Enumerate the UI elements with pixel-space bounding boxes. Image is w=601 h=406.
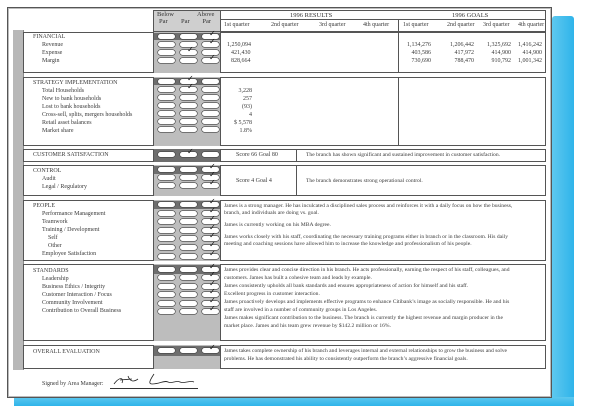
overall-title: OVERALL EVALUATION (33, 349, 100, 355)
rating-oval-standards-3-below-par[interactable] (158, 292, 175, 297)
signature-line (110, 388, 198, 389)
strategy-item-market-share: Market share (42, 128, 74, 134)
signature-image (110, 370, 200, 388)
checkmark-icon: ✓ (209, 53, 216, 62)
retail-asset-value: $ 5,578 (234, 120, 252, 126)
rating-oval-control-2-below-par[interactable] (158, 183, 175, 188)
financial-item-margin: Margin (42, 58, 60, 64)
page-shadow-bottom (14, 397, 574, 406)
margin-goal-q1: 730,690 (411, 58, 431, 64)
new-households-value: 257 (243, 96, 252, 102)
margin-goal-q3: 910,792 (491, 58, 511, 64)
checkmark-icon: ✓ (209, 37, 216, 46)
goals-title: 1996 GOALS (452, 12, 489, 19)
goals-q1-header: 1st quarter (403, 22, 429, 28)
financial-item-revenue: Revenue (42, 42, 63, 48)
rating-oval-strategy-4-par[interactable] (180, 111, 197, 116)
expense-goal-q2: 417,972 (454, 50, 474, 56)
expense-goal-q3: 414,900 (491, 50, 511, 56)
rating-oval-standards-2-par[interactable] (180, 284, 197, 289)
revenue-goal-q2: 1,206,442 (450, 42, 474, 48)
rating-oval-standards-4-par[interactable] (180, 301, 197, 306)
rating-oval-financial-1-below-par[interactable] (158, 42, 175, 47)
rating-oval-standards-title-par[interactable] (180, 267, 197, 272)
rating-oval-control-title-par[interactable] (180, 167, 197, 172)
rating-oval-people-3-below-par[interactable] (158, 228, 175, 233)
control-item-legal: Legal / Regulatory (42, 184, 87, 190)
strategy-item-new-households: New to bank households (42, 96, 102, 102)
checkmark-icon: ✓ (209, 29, 216, 38)
control-comment: The branch demonstrates strong operational control. (306, 178, 423, 184)
control-item-audit: Audit (42, 176, 56, 182)
rating-oval-people-title-par[interactable] (180, 202, 197, 207)
header-above-par (197, 11, 214, 25)
header-above-label: Above (197, 11, 215, 18)
checkmark-icon: ✓ (209, 222, 216, 232)
checkmark-icon: ✓ (209, 205, 216, 215)
rating-oval-people-4-below-par[interactable] (158, 236, 175, 241)
rating-oval-strategy-1-above-par[interactable] (202, 87, 219, 92)
people-comment-line-1: James is a strong manager. He has inculcated a disciplined sales process and reinforces it with a daily focus on how the business, (224, 203, 513, 209)
financial-item-expense: Expense (42, 50, 63, 56)
strategy-data-box (220, 77, 546, 146)
rating-oval-people-title-below-par[interactable] (158, 202, 175, 207)
rating-oval-financial-3-par[interactable] (180, 58, 197, 63)
rating-oval-strategy-3-par[interactable] (180, 103, 197, 108)
people-item-self: Self (48, 235, 58, 241)
control-title: CONTROL (33, 168, 62, 174)
checkmark-icon: ✓ (187, 74, 194, 83)
checkmark-icon: ✓ (209, 343, 216, 352)
results-q4-header: 4th quarter (363, 22, 390, 28)
checkmark-icon: ✓ (209, 162, 216, 171)
rating-oval-strategy-1-below-par[interactable] (158, 87, 175, 92)
customer-comment: The branch has shown significant and sustained improvement in customer satisfaction. (306, 152, 501, 158)
rating-oval-customer-title-below-par[interactable] (158, 152, 175, 157)
cross-sell-value: 4 (249, 112, 252, 118)
checkmark-icon: ✓ (209, 270, 216, 280)
lost-households-value: (93) (242, 104, 252, 110)
rating-oval-strategy-2-below-par[interactable] (158, 95, 175, 100)
checkmark-icon: ✓ (209, 304, 216, 313)
rating-oval-control-1-below-par[interactable] (158, 175, 175, 180)
standards-title: STANDARDS (33, 268, 69, 274)
expense-result-q1: 421,430 (231, 50, 251, 56)
rating-oval-strategy-5-par[interactable] (180, 119, 197, 124)
checkmark-icon: ✓ (187, 45, 194, 54)
rating-oval-strategy-3-below-par[interactable] (158, 103, 175, 108)
rating-oval-financial-3-below-par[interactable] (158, 58, 175, 63)
rating-oval-financial-title-par[interactable] (180, 34, 197, 39)
rating-oval-strategy-2-above-par[interactable] (202, 95, 219, 100)
total-households-value: 3,228 (238, 88, 252, 94)
checkmark-icon: ✓ (187, 147, 194, 156)
revenue-goal-q1: 1,134,276 (407, 42, 431, 48)
revenue-goal-q4: 1,416,242 (518, 42, 542, 48)
strategy-item-cross-sell: Cross-sell, splits, mergers households (42, 112, 133, 118)
checkmark-icon: ✓ (187, 82, 194, 91)
standards-comment-line-3: James consistently upholds all bank standards and ensures appropriateness of action for himself and his staff. (224, 283, 469, 289)
standards-item-customer-interaction: Customer Interaction / Focus (42, 292, 112, 298)
standards-item-community: Community Involvement (42, 300, 103, 306)
page-shadow-right (552, 16, 574, 406)
customer-score: Score 66 Goal 80 (236, 152, 278, 158)
results-q1-header: 1st quarter (224, 22, 250, 28)
rating-oval-people-5-below-par[interactable] (158, 245, 175, 250)
rating-oval-standards-5-par[interactable] (180, 309, 197, 314)
rating-oval-people-5-par[interactable] (180, 245, 197, 250)
checkmark-icon: ✓ (209, 248, 216, 258)
rating-oval-strategy-6-par[interactable] (180, 127, 197, 132)
control-score-divider (296, 165, 297, 196)
rating-oval-control-1-par[interactable] (180, 175, 197, 180)
results-q3-header: 3rd quarter (319, 22, 346, 28)
people-comment-line-4: James works closely with his staff, coordinating the necessary training programs either in branch or in the classroom. His daily (224, 234, 509, 240)
checkmark-icon: ✓ (209, 295, 216, 305)
header-par: Par (181, 18, 190, 25)
rating-oval-overall-title-par[interactable] (180, 348, 197, 353)
overall-comment-line-1: James takes complete ownership of his branch and leverages internal and external relationships to grow the business and solve (224, 348, 508, 354)
header-divider (220, 19, 546, 20)
goals-q4-header: 4th quarter (518, 22, 545, 28)
standards-comment-line-4: Excellent progress in customer interaction. (224, 291, 320, 297)
customer-score-divider (296, 149, 297, 162)
strategy-results-goals-divider (398, 77, 399, 146)
standards-comment-line-7: James makes significant contribution to the business. The branch is currently the highest revenue and margin producer in the (224, 315, 503, 321)
rating-oval-strategy-6-above-par[interactable] (202, 127, 219, 132)
control-score: Score 4 Goal 4 (236, 178, 272, 184)
header-below-par (157, 11, 174, 25)
header-above-par-label: Par (202, 18, 211, 25)
standards-item-ethics: Business Ethics / Integrity (42, 284, 106, 290)
rating-oval-people-2-par[interactable] (180, 219, 197, 224)
strategy-item-retail-asset: Retail asset balances (42, 120, 92, 126)
standards-item-contribution: Contribution to Overall Business (42, 308, 122, 314)
strategy-title: STRATEGY IMPLEMENTATION (33, 80, 118, 86)
rating-oval-strategy-title-above-par[interactable] (202, 79, 219, 84)
rating-oval-customer-title-above-par[interactable] (202, 152, 219, 157)
header-below-par-label: Par (159, 18, 168, 25)
rating-oval-standards-3-par[interactable] (180, 292, 197, 297)
checkmark-icon: ✓ (209, 231, 216, 241)
margin-goal-q4: 1,001,342 (518, 58, 542, 64)
checkmark-icon: ✓ (209, 287, 216, 297)
checkmark-icon: ✓ (209, 278, 216, 288)
people-item-performance: Performance Management (42, 211, 106, 217)
header-below-label: Below (157, 11, 174, 18)
standards-comment-line-2: customers. James has built a cohesive team and leads by example. (224, 275, 372, 281)
revenue-goal-q3: 1,325,692 (487, 42, 511, 48)
rating-oval-people-2-below-par[interactable] (158, 219, 175, 224)
goals-q3-header: 3rd quarter (483, 22, 510, 28)
rating-oval-strategy-title-below-par[interactable] (158, 79, 175, 84)
standards-comment-line-6: staff are involved in a number of community groups in Los Angeles. (224, 307, 378, 313)
rating-oval-people-6-below-par[interactable] (158, 254, 175, 259)
rating-oval-financial-2-below-par[interactable] (158, 50, 175, 55)
rating-oval-standards-1-below-par[interactable] (158, 275, 175, 280)
checkmark-icon: ✓ (209, 262, 216, 271)
people-item-employee-satisfaction: Employee Satisfaction (42, 251, 97, 257)
customer-title: CUSTOMER SATISFACTION (33, 152, 109, 158)
rating-oval-standards-5-below-par[interactable] (158, 309, 175, 314)
checkmark-icon: ✓ (209, 197, 216, 206)
people-item-training: Training / Development (42, 227, 100, 233)
rating-oval-people-1-below-par[interactable] (158, 211, 175, 216)
goals-q2-header: 2nd quarter (447, 22, 475, 28)
rating-oval-strategy-5-above-par[interactable] (202, 119, 219, 124)
rating-oval-standards-title-below-par[interactable] (158, 267, 175, 272)
expense-goal-q1: 403,586 (411, 50, 431, 56)
overall-comment-line-2: problems. He has demonstrated his ability to consistently outperform the branch’s aggressive financial goals. (224, 356, 468, 362)
rating-oval-control-title-below-par[interactable] (158, 167, 175, 172)
expense-goal-q4: 414,900 (522, 50, 542, 56)
rating-oval-control-2-par[interactable] (180, 183, 197, 188)
people-item-other: Other (48, 243, 62, 249)
people-item-teamwork: Teamwork (42, 219, 68, 225)
people-comment-line-2: branch, and individuals are doing vs. goal. (224, 210, 319, 216)
checkmark-icon: ✓ (209, 240, 216, 249)
market-share-value: 1.8% (239, 128, 252, 134)
rating-oval-people-4-par[interactable] (180, 236, 197, 241)
rating-oval-standards-2-below-par[interactable] (158, 284, 175, 289)
rating-oval-strategy-5-below-par[interactable] (158, 119, 175, 124)
standards-comment-line-5: James proactively develops and implements effective programs to enhance Citibank’s image as socially responsible. He and his (224, 299, 510, 305)
checkmark-icon: ✓ (209, 214, 216, 224)
rating-oval-financial-title-below-par[interactable] (158, 34, 175, 39)
rating-oval-people-3-par[interactable] (180, 228, 197, 233)
financial-title: FINANCIAL (33, 34, 66, 40)
strategy-item-total-households: Total Households (42, 88, 85, 94)
rating-oval-people-1-par[interactable] (180, 211, 197, 216)
rating-oval-strategy-3-above-par[interactable] (202, 103, 219, 108)
margin-goal-q2: 788,470 (454, 58, 474, 64)
results-q2-header: 2nd quarter (271, 22, 299, 28)
standards-comment-line-8: market place. James and his team grew revenue by $142.2 million or 16%. (224, 323, 391, 329)
checkmark-icon: ✓ (209, 170, 216, 179)
rating-oval-strategy-4-below-par[interactable] (158, 111, 175, 116)
rating-oval-standards-4-below-par[interactable] (158, 301, 175, 306)
rating-oval-strategy-2-par[interactable] (180, 95, 197, 100)
people-comment-line-3: James is currently working on his MBA degree. (224, 222, 331, 228)
header-results-goals-divider (398, 19, 399, 32)
standards-item-leadership: Leadership (42, 276, 69, 282)
rating-oval-people-6-par[interactable] (180, 254, 197, 259)
rating-oval-overall-title-below-par[interactable] (158, 348, 175, 353)
rating-oval-strategy-4-above-par[interactable] (202, 111, 219, 116)
standards-comment-line-1: James provides clear and concise direction in his branch. He acts professionally, earning the respect of his staff, colleagues, and (224, 267, 510, 273)
strategy-item-lost-households: Lost to bank households (42, 104, 101, 110)
rating-oval-strategy-6-below-par[interactable] (158, 127, 175, 132)
signature-label: Signed by Area Manager: (42, 381, 104, 387)
people-comment-line-5: meeting and coaching sessions have allowed him to increase the knowledge and professionalism of his people. (224, 241, 472, 247)
people-title: PEOPLE (33, 203, 56, 209)
margin-result-q1: 828,664 (231, 58, 251, 64)
revenue-result-q1: 1,250,094 (227, 42, 251, 48)
checkmark-icon: ✓ (209, 178, 216, 187)
rating-oval-standards-1-par[interactable] (180, 275, 197, 280)
results-title: 1996 RESULTS (290, 12, 333, 19)
